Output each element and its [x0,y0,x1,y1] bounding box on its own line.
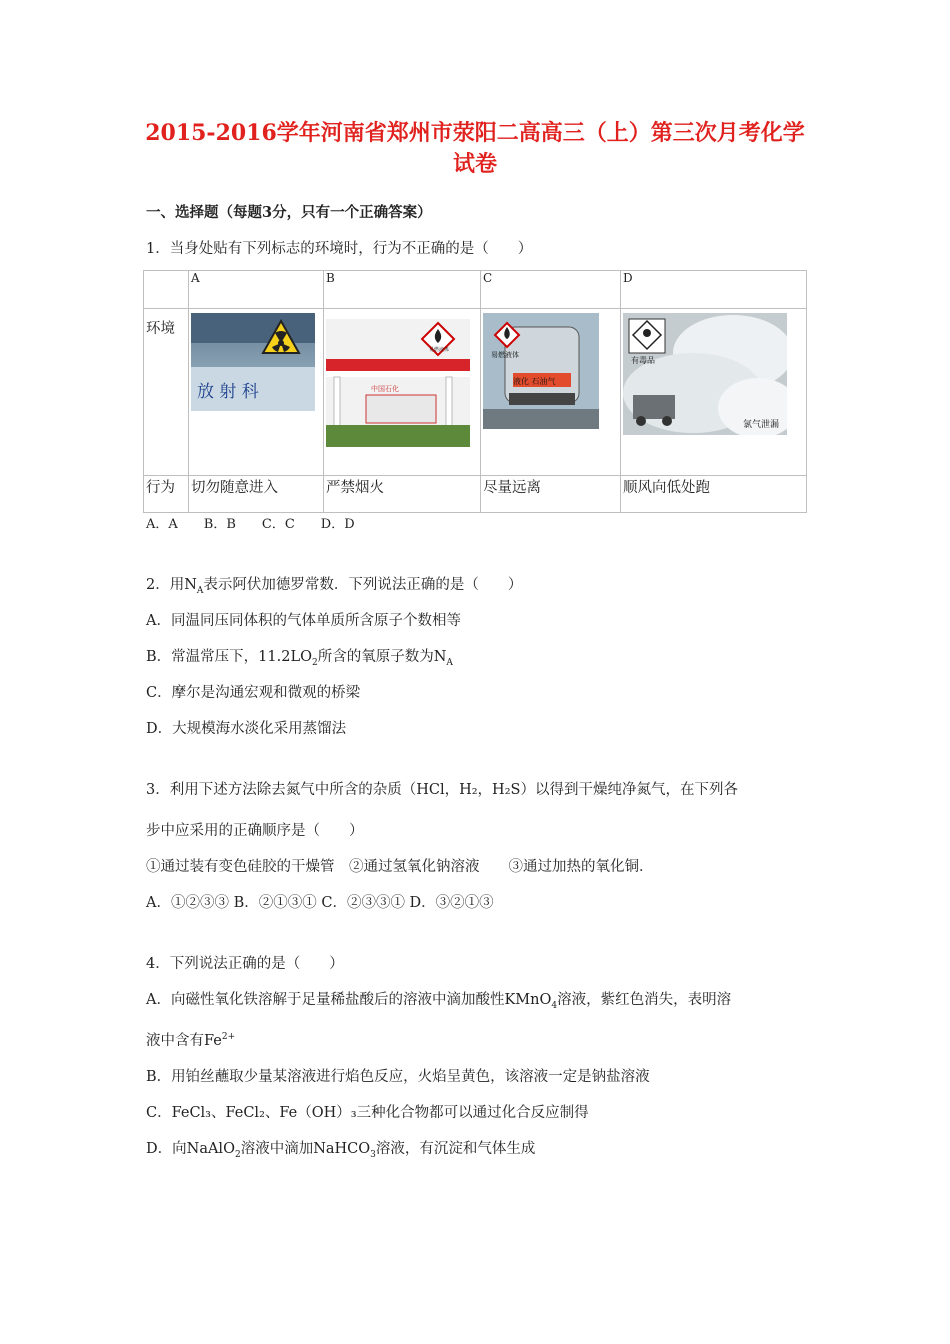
q2-option-d: D．大规模海水淡化采用蒸馏法 [146,721,347,737]
q4-option-d: D．向NaAlO$_2$溶液中滴加NaHCO$_3$溶液，有沉淀和气体生成 [146,1141,536,1160]
gas-station-brand: 中国石化 [371,385,399,393]
q1-stem: 1．当身处贴有下列标志的环境时，行为不正确的是（ ） [146,241,533,257]
q2-stem: 2．用$N_A$表示阿伏加德罗常数．下列说法正确的是（ ） [146,577,523,596]
q2-option-b: B．常温常压下，$11.2LO_2$所含的氧原子数为$N_A$ [146,649,453,668]
tanker-text: 液化 石油气 [513,377,556,386]
q1-behavior-row [144,476,807,513]
cell-c-image [481,309,621,476]
tanker-truck-photo [483,313,599,429]
q1-table [143,270,807,513]
q3-options: A．①②③③ B．②①③① C．②③③① D．③②①③ [146,895,494,911]
col-label-b: B [324,271,481,309]
row-label-env: 环境 [144,309,189,476]
radiation-photo [191,313,315,411]
q1-options: A．A B．B C．C D．D [146,517,355,532]
cell-b-image [324,309,481,476]
title-line-1: 2015-2016学年河南省郑州市荥阳二高高三（上）第三次月考化学 [145,120,805,146]
q3-stem-line2: 步中应采用的正确顺序是（ ） [146,823,364,839]
behavior-c: 尽量远离 [481,476,621,513]
q4-option-a-line1: A．向磁性氧化铁溶解于足量稀盐酸后的溶液中滴加酸性KMnO$_4$溶液，紫红色消失，表明溶 [146,992,732,1011]
title-line-2: 试卷 [452,151,497,177]
row-label-behavior: 行为 [144,476,189,513]
cell-d-image [621,309,807,476]
svg-text:易燃液体: 易燃液体 [429,347,450,353]
q4-option-c: C．FeCl₃、FeCl₂、Fe（OH）₃三种化合物都可以通过化合反应制得 [146,1105,589,1121]
col-label-a: A [189,271,324,309]
svg-text:有毒品: 有毒品 [631,356,655,365]
radiation-photo-text: 放 射 科 [197,382,259,402]
q4-option-a-line2: 液中含有$Fe^{2+}$ [146,1032,236,1049]
behavior-d: 顺风向低处跑 [621,476,807,513]
col-label-c: C [481,271,621,309]
svg-text:易燃液体: 易燃液体 [491,351,519,359]
cell-a-image [189,309,324,476]
q3-methods: ①通过装有变色硅胶的干燥管 ②通过氢氧化钠溶液 ③通过加热的氧化铜． [146,859,654,875]
q2-option-a: A．同温同压同体积的气体单质所含原子个数相等 [146,613,461,629]
col-label-d: D [621,271,807,309]
chlorine-leak-photo [623,313,787,435]
gas-station-photo [326,319,470,447]
section-heading: 一、选择题（每题3分，只有一个正确答案） [146,204,432,221]
q4-option-b: B．用铂丝蘸取少量某溶液进行焰色反应，火焰呈黄色，该溶液一定是钠盐溶液 [146,1069,650,1085]
behavior-a: 切勿随意进入 [189,476,324,513]
q1-header-row [144,271,807,309]
document-title [100,118,850,180]
q3-stem-line1: 3．利用下述方法除去氮气中所含的杂质（HCl，H₂，H₂S）以得到干燥纯净氮气，在下列各 [146,782,738,798]
q1-env-row [144,309,807,476]
q2-option-c: C．摩尔是沟通宏观和微观的桥梁 [146,685,361,701]
behavior-b: 严禁烟火 [324,476,481,513]
q4-stem: 4．下列说法正确的是（ ） [146,956,344,972]
chlorine-leak-text: 氯气泄漏 [743,420,780,430]
